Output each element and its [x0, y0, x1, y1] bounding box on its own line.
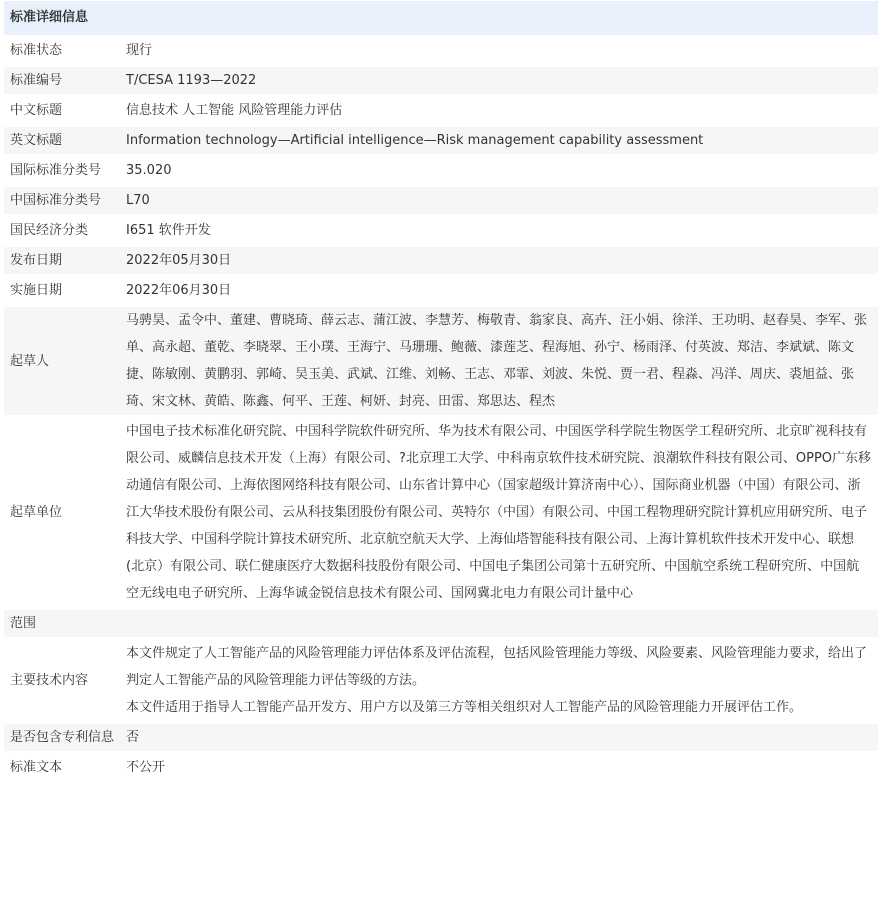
cn-title-value: 信息技术 人工智能 风险管理能力评估 — [126, 103, 343, 118]
publish-date-label: 发布日期 — [10, 253, 63, 268]
scope-label: 范围 — [10, 616, 37, 631]
patent-label: 是否包含专利信息 — [10, 730, 115, 745]
units-value: 中国电子技术标准化研究院、中国科学院软件研究所、华为技术有限公司、中国医学科学院生物医学工程研究所、北京旷视科技有限公司、威麟信息技术开发（上海）有限公司、?北京理工大学、中科南京软件技术研究院、浪潮软件科技有限公司、OPPO广东移动通信有限公司、上海依图网络科技有限公司、山东省计算中心（国家超级计算济南中心）、国际商业机器（中国）有限公司、浙江大华技术股份有限公司、云从科技集团股份有限公司、英特尔（中国）有限公司、中国工程物理研究院计算机应用研究所、电子科技大学、中国科学院计算技术研究所、北京航空航天大学、上海仙塔智能科技有限公司、上海计算机软件技术开发中心、联想(北京）有限公司、联仁健康医疗大数据科技股份有限公司、中国电子集团公司第十五研究所、中国航空系统工程研究所、中国航空无线电电子研究所、上海华诚金锐信息技术有限公司、国网冀北电力有限公司计量中心 — [126, 424, 872, 601]
standard-detail-table — [4, 1, 878, 784]
row-ccs — [4, 187, 878, 214]
publish-date-value: 2022年05月30日 — [126, 253, 232, 268]
row-units — [4, 418, 878, 607]
impl-date-label: 实施日期 — [10, 283, 63, 298]
content-value — [121, 640, 878, 721]
row-content — [4, 640, 878, 721]
impl-date-value: 2022年06月30日 — [126, 283, 232, 298]
row-patent — [4, 724, 878, 751]
drafters-label: 起草人 — [10, 353, 50, 369]
ics-label: 国际标准分类号 — [10, 163, 102, 178]
text-value: 不公开 — [126, 760, 166, 775]
content-paragraph-2: 本文件适用于指导人工智能产品开发方、用户方以及第三方等相关组织对人工智能产品的风险管理能力开展评估工作。 — [126, 700, 803, 715]
number-value: T/CESA 1193—2022 — [126, 73, 257, 88]
status-label: 标准状态 — [10, 43, 63, 58]
text-label: 标准文本 — [10, 760, 63, 775]
ccs-value: L70 — [126, 193, 150, 208]
row-cn-title — [4, 97, 878, 124]
row-en-title — [4, 127, 878, 154]
row-publish-date — [4, 247, 878, 274]
patent-value: 否 — [126, 730, 140, 745]
cn-title-label: 中文标题 — [10, 103, 63, 118]
section-title: 标准详细信息 — [4, 1, 878, 35]
row-economy — [4, 217, 878, 244]
en-title-value: Information technology—Artificial intelligence—Risk management capability assessment — [126, 133, 704, 148]
row-number — [4, 67, 878, 94]
row-ics — [4, 157, 878, 184]
economy-label: 国民经济分类 — [10, 223, 89, 238]
row-impl-date — [4, 277, 878, 304]
ccs-label: 中国标准分类号 — [10, 193, 102, 208]
status-value: 现行 — [126, 43, 153, 58]
economy-value: I651 软件开发 — [126, 223, 211, 238]
units-label: 起草单位 — [10, 505, 63, 520]
content-paragraph-1: 本文件规定了人工智能产品的风险管理能力评估体系及评估流程，包括风险管理能力等级、风险要素、风险管理能力要求，给出了判定人工智能产品的风险管理能力评估等级的方法。 — [126, 646, 868, 688]
row-status — [4, 37, 878, 64]
row-scope — [4, 610, 878, 637]
row-drafters — [4, 307, 878, 415]
content-label: 主要技术内容 — [10, 673, 89, 688]
en-title-label: 英文标题 — [10, 133, 63, 148]
ics-value: 35.020 — [126, 163, 172, 178]
row-text — [4, 754, 878, 781]
drafters-value: 马骋昊、孟令中、董建、曹晓琦、薛云志、蒲江波、李慧芳、梅敬青、翁家良、高卉、汪小娟、徐洋、王功明、赵春昊、李军、张单、高永超、董乾、李晓翠、王小璞、王海宁、马珊珊、鲍薇、漆莲芝、程海旭、孙宁、杨雨泽、付英波、郑洁、李斌斌、陈文捷、陈敏刚、黄鹏羽、郭崎、吴玉美、武斌、江维、刘畅、王志、邓霏、刘波、朱悦、贾一君、程淼、冯洋、周庆、裘旭益、张琦、宋文林、黄皓、陈鑫、何平、王莲、柯妍、封亮、田雷、郑思达、程杰 — [126, 313, 868, 409]
number-label: 标准编号 — [10, 73, 63, 88]
